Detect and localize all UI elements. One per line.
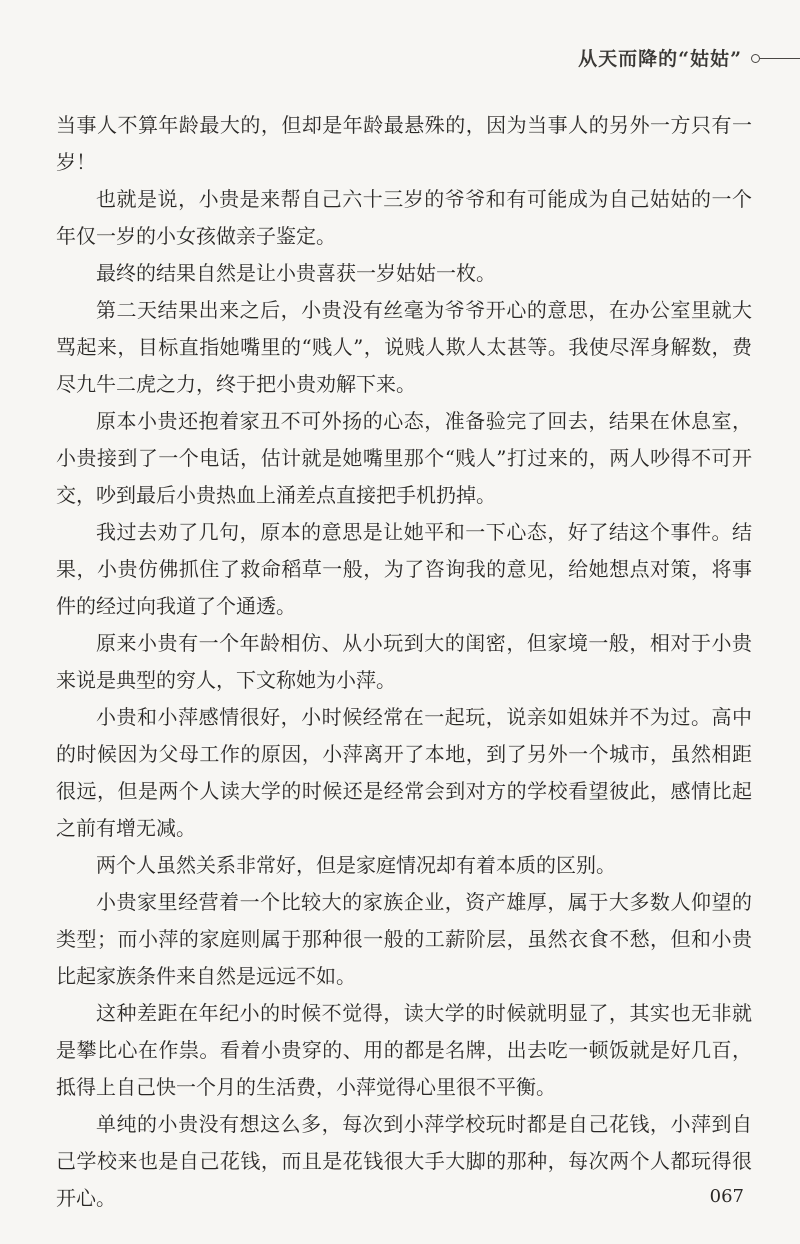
paragraph: 也就是说，小贵是来帮自己六十三岁的爷爷和有可能成为自己姑姑的一个年仅一岁的小女孩做亲子鉴定。 xyxy=(56,187,752,248)
body-text xyxy=(56,107,752,1217)
paragraph: 原来小贵有一个年龄相仿、从小玩到大的闺密，但家境一般，相对于小贵来说是典型的穷人，下文称她为小萍。 xyxy=(56,631,752,692)
running-header-title: 从天而降的“姑姑” xyxy=(578,48,742,70)
paragraph: 两个人虽然关系非常好，但是家庭情况却有着本质的区别。 xyxy=(96,853,616,877)
paragraph: 第二天结果出来之后，小贵没有丝毫为爷爷开心的意思，在办公室里就大骂起来，目标直指她嘴里的“贱人”，说贱人欺人太甚等。我使尽浑身解数，费尽九牛二虎之力，终于把小贵劝解下来。 xyxy=(56,298,752,396)
paragraph: 单纯的小贵没有想这么多，每次到小萍学校玩时都是自己花钱，小萍到自己学校来也是自己花钱，而且是花钱很大手大脚的那种，每次两个人都玩得很开心。 xyxy=(56,1112,752,1210)
paragraph: 小贵和小萍感情很好，小时候经常在一起玩，说亲如姐妹并不为过。高中的时候因为父母工作的原因，小萍离开了本地，到了另外一个城市，虽然相距很远，但是两个人读大学的时候还是经常会到对方的学校看望彼此，感情比起之前有增无减。 xyxy=(56,705,752,840)
paragraph: 最终的结果自然是让小贵喜获一岁姑姑一枚。 xyxy=(96,261,496,285)
page-number: 067 xyxy=(709,1186,744,1207)
paragraph: 原本小贵还抱着家丑不可外扬的心态，准备验完了回去，结果在休息室，小贵接到了一个电话，估计就是她嘴里那个“贱人”打过来的，两人吵得不可开交，吵到最后小贵热血上涌差点直接把手机扔掉。 xyxy=(56,409,752,507)
header-ornament-circle xyxy=(751,54,760,63)
header-rule xyxy=(760,58,800,59)
paragraph: 这种差距在年纪小的时候不觉得，读大学的时候就明显了，其实也无非就是攀比心在作祟。看着小贵穿的、用的都是名牌，出去吃一顿饭就是好几百，抵得上自己快一个月的生活费，小萍觉得心里很不平衡。 xyxy=(56,1001,752,1099)
paragraph: 我过去劝了几句，原本的意思是让她平和一下心态，好了结这个事件。结果，小贵仿佛抓住了救命稻草一般，为了咨询我的意见，给她想点对策，将事件的经过向我道了个通透。 xyxy=(56,520,752,618)
paragraph: 小贵家里经营着一个比较大的家族企业，资产雄厚，属于大多数人仰望的类型；而小萍的家庭则属于那种很一般的工薪阶层，虽然衣食不愁，但和小贵比起家族条件来自然是远远不如。 xyxy=(56,890,752,988)
paragraph-continued: 当事人不算年龄最大的，但却是年龄最悬殊的，因为当事人的另外一方只有一岁！ xyxy=(56,113,752,174)
